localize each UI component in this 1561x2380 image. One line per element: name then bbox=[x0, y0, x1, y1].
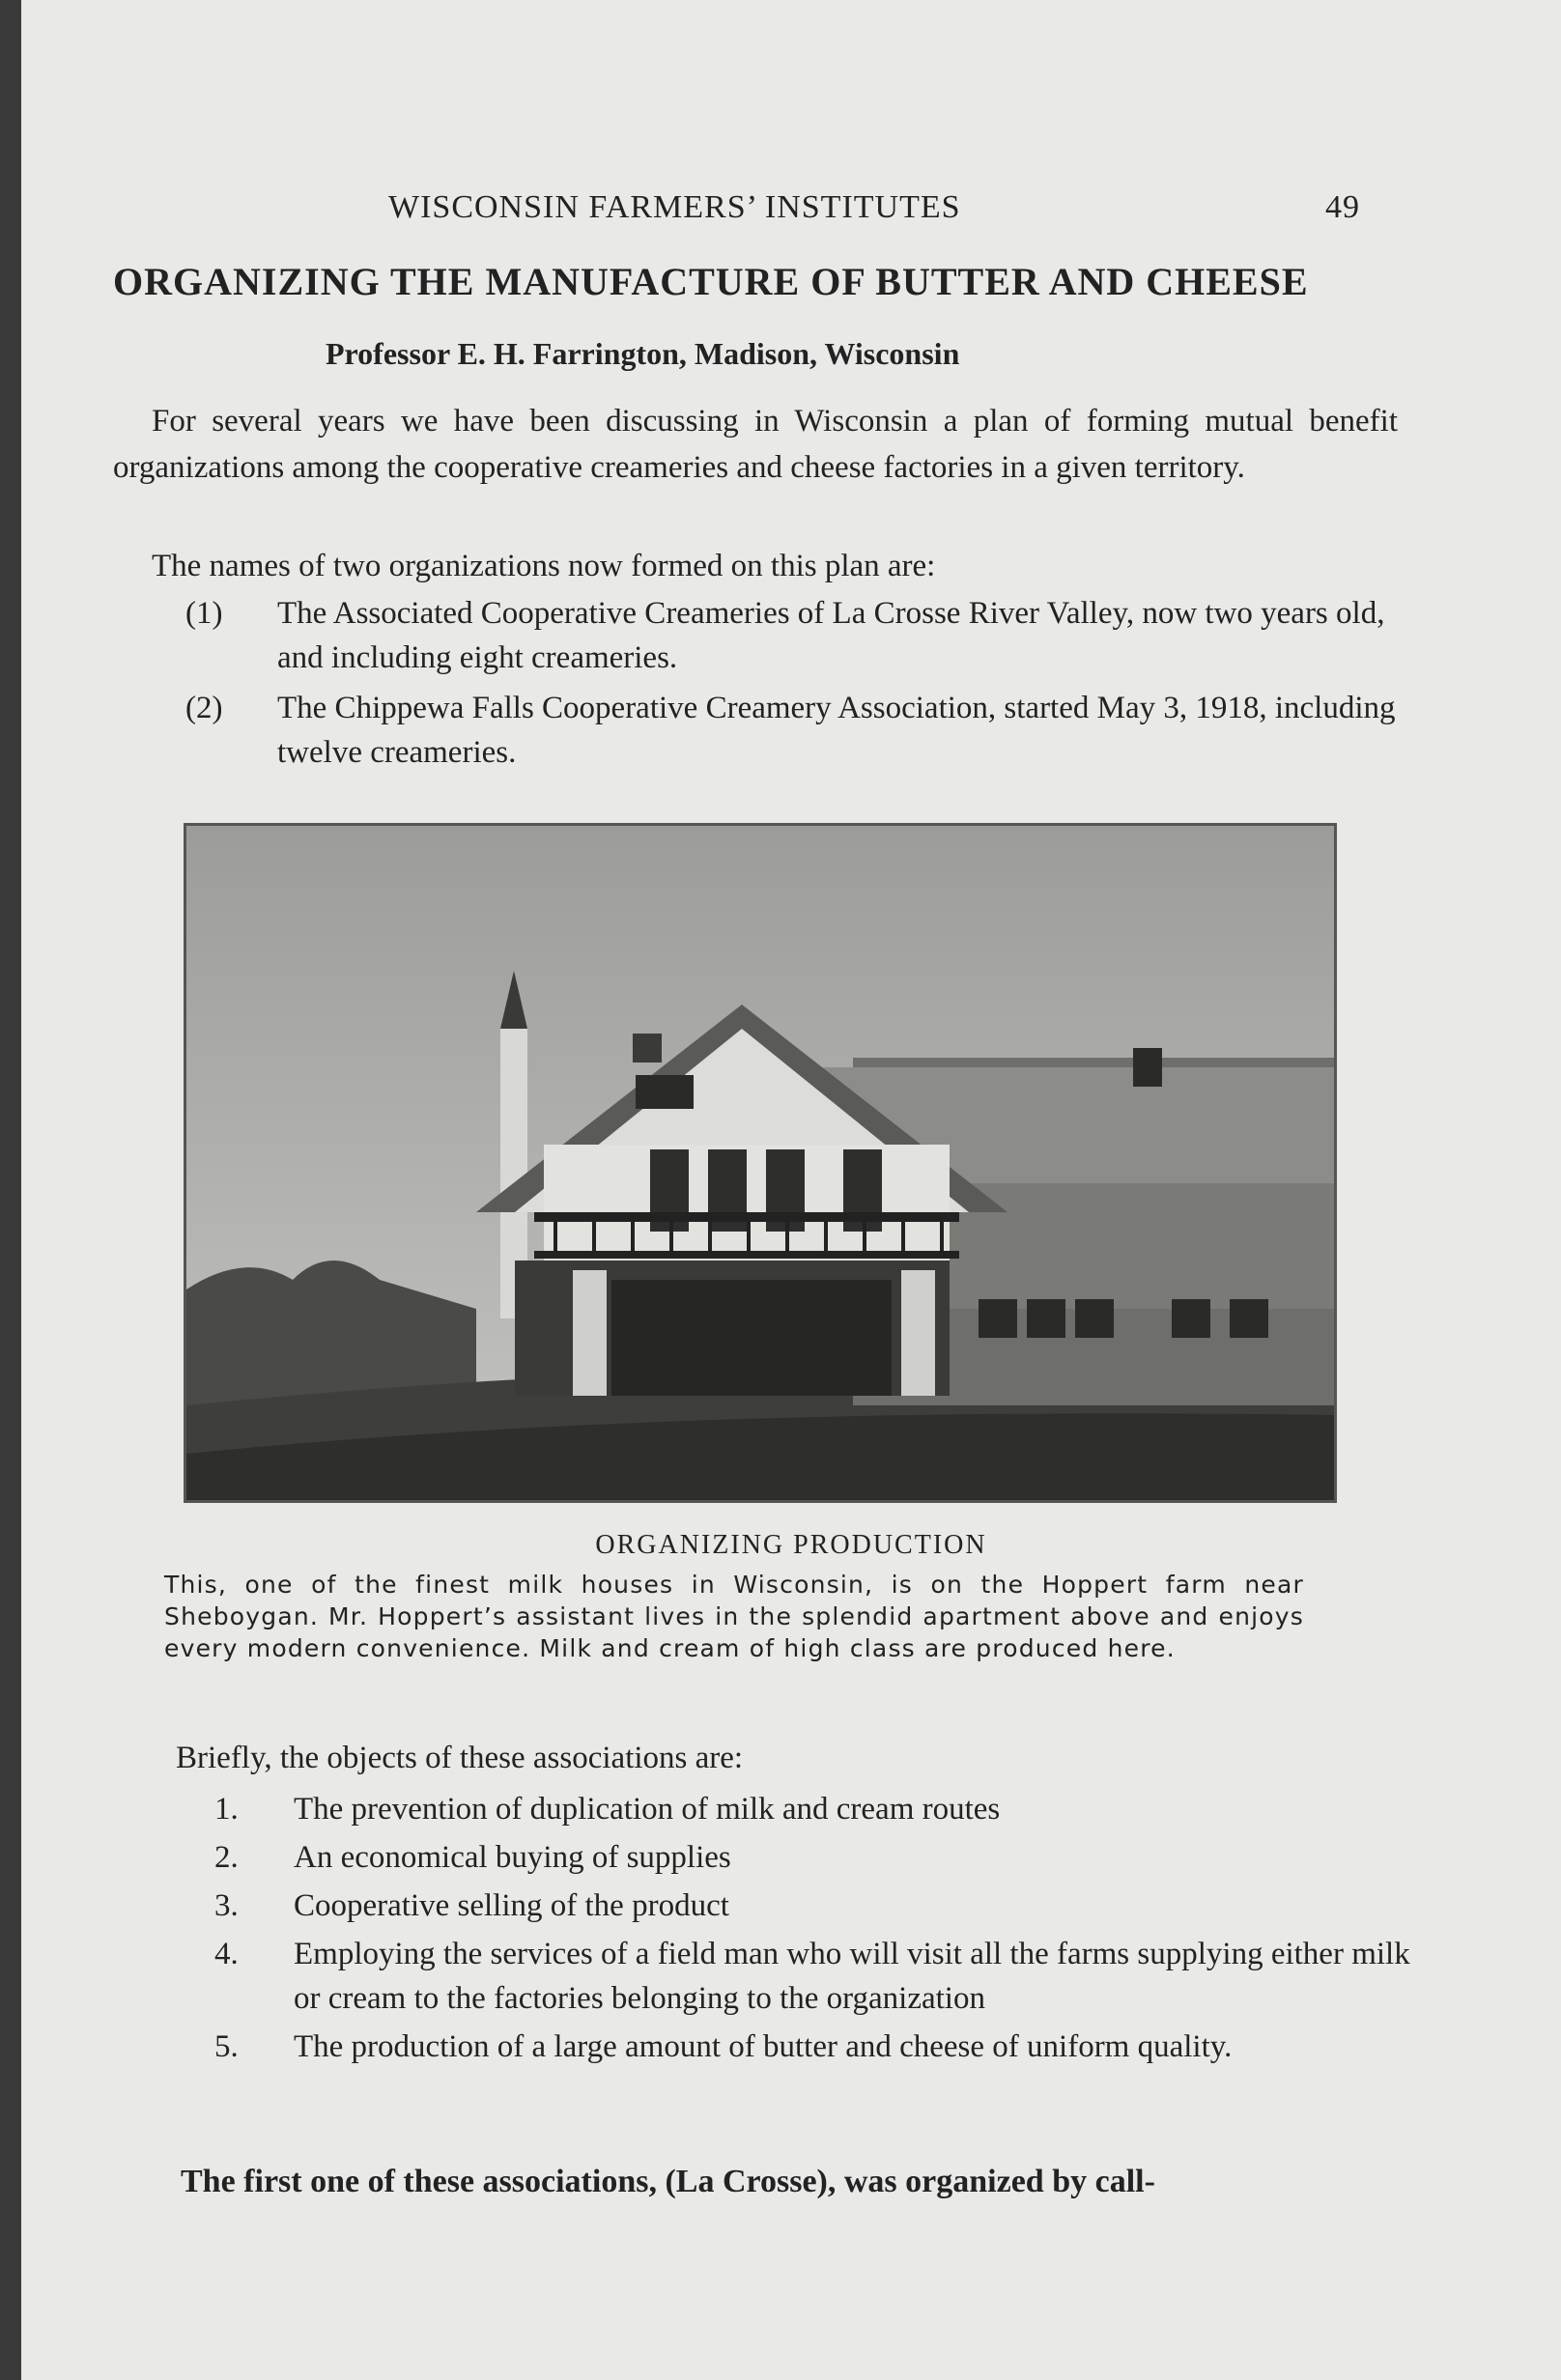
list-item bbox=[185, 686, 1407, 775]
list-item-text: The Chippewa Falls Cooperative Creamery Association, started May 3, 1918, including twelve creameries. bbox=[277, 691, 1396, 770]
farm-building-illustration bbox=[186, 826, 1334, 1500]
list-item-text: An economical buying of supplies bbox=[294, 1840, 731, 1875]
list-item bbox=[214, 1787, 1432, 1831]
list-item bbox=[214, 1835, 1432, 1880]
list-item-number: 5. bbox=[214, 2029, 239, 2064]
list-item-number: 3. bbox=[214, 1888, 239, 1923]
list-item-text: Cooperative selling of the product bbox=[294, 1888, 729, 1923]
list-item-text: Employing the services of a field man who will visit all the farms supplying either milk or cream to the factories belonging to the organization bbox=[294, 1937, 1410, 2016]
list-item bbox=[185, 591, 1407, 680]
list-item-text: The Associated Cooperative Creameries of La Crosse River Valley, now two years old, and including eight creameries. bbox=[277, 596, 1385, 675]
figure-caption-text: This, one of the finest milk houses in Wisconsin, is on the Hoppert farm near Sheboygan. Mr. Hoppert’s assistant lives in the splendid apartment above and enjoys every modern convenience. Milk and cream of high class are produced here. bbox=[164, 1571, 1304, 1662]
organizations-list bbox=[185, 591, 1407, 780]
closing-line: The first one of these associations, (La Crosse), was organized by call- bbox=[181, 2164, 1155, 2199]
list-item bbox=[214, 1932, 1432, 2021]
milk-house-photograph bbox=[184, 823, 1337, 1503]
list-item-number: 2. bbox=[214, 1840, 239, 1875]
running-title: WISCONSIN FARMERS’ INSTITUTES bbox=[388, 189, 961, 225]
objects-list bbox=[214, 1787, 1432, 2073]
figure-caption-title: ORGANIZING PRODUCTION bbox=[595, 1530, 987, 1560]
list-item-text: The prevention of duplication of milk and cream routes bbox=[294, 1792, 1001, 1827]
list-item-text: The production of a large amount of butter and cheese of uniform quality. bbox=[294, 2029, 1233, 2064]
list-item bbox=[214, 2025, 1432, 2069]
intro-paragraph: For several years we have been discussing in Wisconsin a plan of forming mutual benefit organizations among the cooperative creameries and cheese factories in a given territory. bbox=[113, 404, 1398, 485]
page-number: 49 bbox=[1325, 189, 1360, 225]
article-byline: Professor E. H. Farrington, Madison, Wisconsin bbox=[326, 336, 960, 371]
list-item-number: (1) bbox=[185, 596, 223, 631]
names-lead-paragraph: The names of two organizations now formed on this plan are: bbox=[152, 549, 936, 583]
objects-lead-paragraph: Briefly, the objects of these associations are: bbox=[176, 1741, 744, 1775]
list-item-number: 1. bbox=[214, 1792, 239, 1827]
list-item bbox=[214, 1884, 1432, 1928]
list-item-number: (2) bbox=[185, 691, 223, 725]
article-title: ORGANIZING THE MANUFACTURE OF BUTTER AND CHEESE bbox=[113, 260, 1309, 303]
document-page bbox=[21, 0, 1561, 2380]
list-item-number: 4. bbox=[214, 1937, 239, 1971]
running-header bbox=[21, 189, 1561, 236]
